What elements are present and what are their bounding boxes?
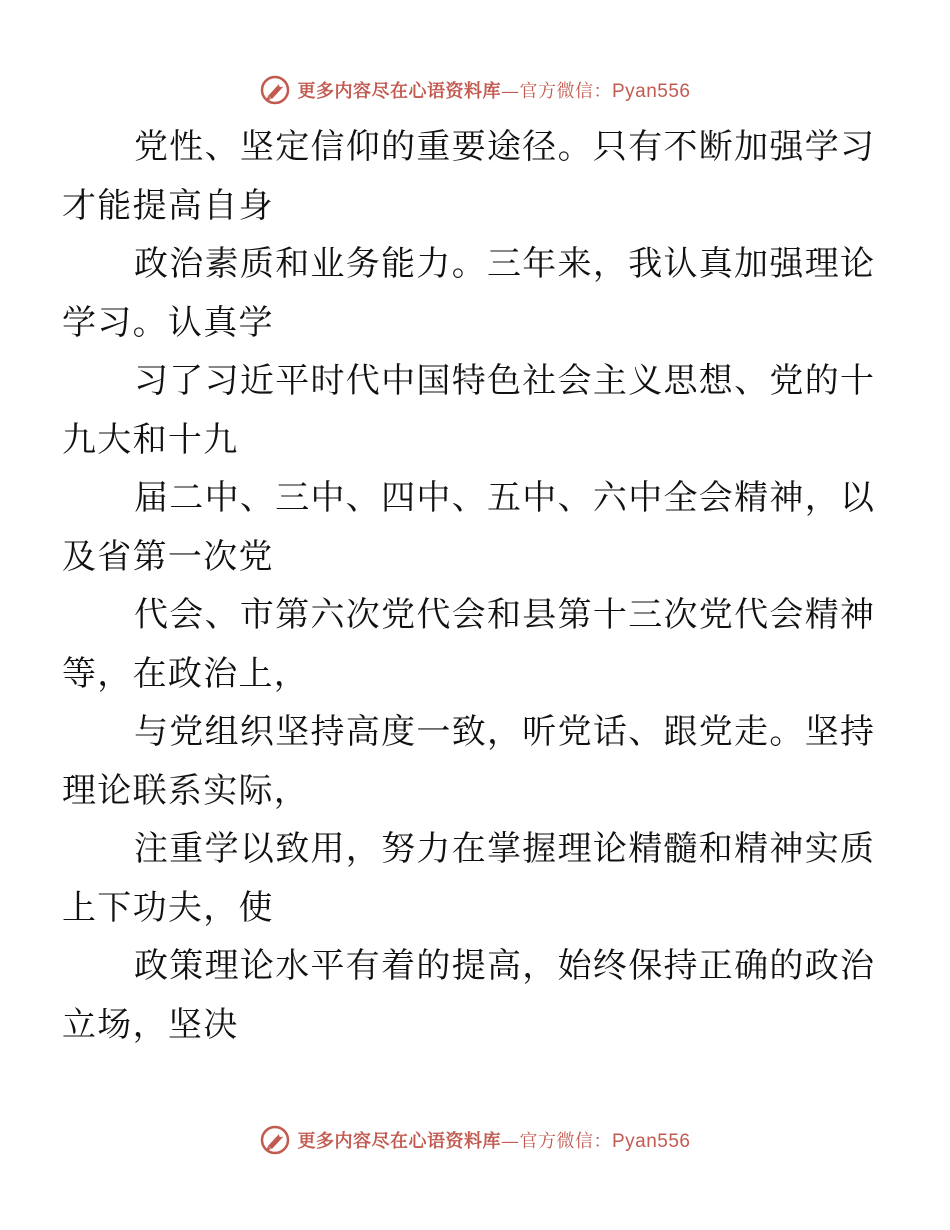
paragraph bbox=[62, 235, 876, 352]
paragraph-line: 才能提高自身 bbox=[62, 185, 274, 226]
paragraph-line: 政治素质和业务能力。三年来，我认真加强理论 bbox=[134, 244, 876, 284]
paragraph-line: 党性、坚定信仰的重要途径。只有不断加强学习 bbox=[134, 127, 876, 167]
watermark-wechat-id: Pyan556 bbox=[611, 81, 691, 102]
header-watermark bbox=[0, 70, 950, 110]
paragraph-line: 九大和十九 bbox=[62, 419, 239, 460]
paragraph-line: 届二中、三中、四中、五中、六中全会精神，以 bbox=[134, 478, 876, 518]
paragraph-line: 与党组织坚持高度一致，听党话、跟党走。坚持 bbox=[134, 712, 876, 752]
paragraph-line: 注重学以致用，努力在掌握理论精髓和精神实质 bbox=[134, 829, 876, 869]
paragraph-line: 代会、市第六次党代会和县第十三次党代会精神 bbox=[134, 595, 876, 635]
paragraph-line: 及省第一次党 bbox=[62, 536, 274, 577]
paragraph bbox=[62, 586, 876, 703]
footer-watermark bbox=[0, 1120, 950, 1160]
paragraph-line: 政策理论水平有着的提高，始终保持正确的政治 bbox=[134, 946, 876, 986]
watermark-brand: 更多内容尽在心语资料库 bbox=[297, 1131, 501, 1152]
paragraph bbox=[62, 820, 876, 937]
pen-logo-icon bbox=[259, 1124, 291, 1156]
watermark-wechat-id: Pyan556 bbox=[611, 1131, 691, 1152]
paragraph-line: 理论联系实际， bbox=[62, 770, 310, 811]
paragraph bbox=[62, 118, 876, 235]
paragraph bbox=[62, 469, 876, 586]
paragraph-line: 学习。认真学 bbox=[62, 302, 274, 343]
watermark-text bbox=[297, 77, 690, 103]
watermark-suffix: 官方微信： bbox=[519, 81, 612, 102]
paragraph-line: 上下功夫，使 bbox=[62, 887, 274, 928]
paragraph bbox=[62, 937, 876, 1054]
paragraph-line: 等，在政治上， bbox=[62, 653, 310, 694]
document-body bbox=[62, 118, 876, 1054]
watermark-separator: — bbox=[500, 1131, 520, 1152]
watermark-text bbox=[297, 1127, 690, 1153]
watermark-separator: — bbox=[500, 81, 520, 102]
paragraph-line: 立场，坚决 bbox=[62, 1004, 239, 1045]
paragraph-line: 习了习近平时代中国特色社会主义思想、党的十 bbox=[134, 361, 876, 401]
watermark-brand: 更多内容尽在心语资料库 bbox=[297, 81, 501, 102]
paragraph bbox=[62, 703, 876, 820]
pen-logo-icon bbox=[259, 74, 291, 106]
watermark-suffix: 官方微信： bbox=[519, 1131, 612, 1152]
paragraph bbox=[62, 352, 876, 469]
